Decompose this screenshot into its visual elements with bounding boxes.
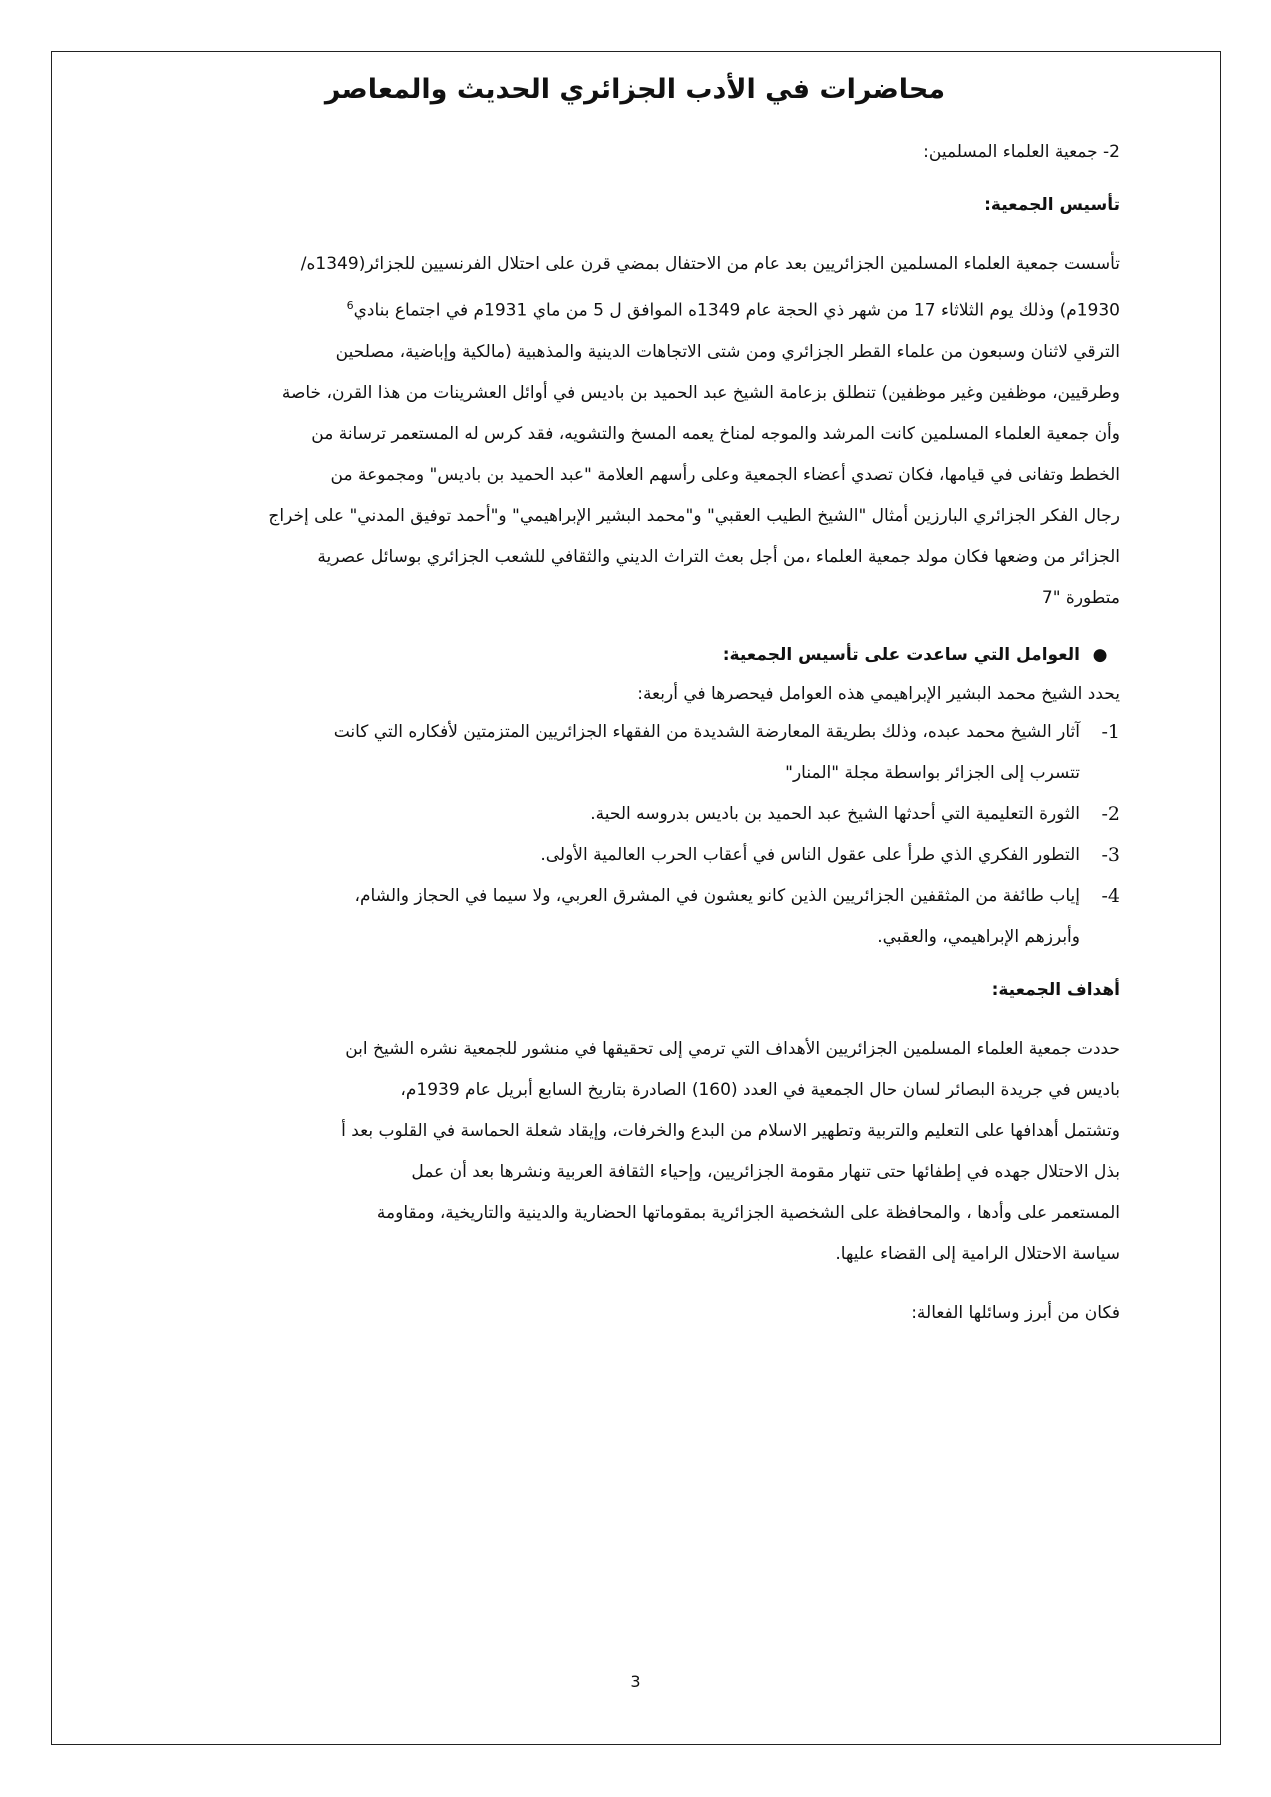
- closing-line: فكان من أبرز وسائلها الفعالة:: [911, 1302, 1120, 1323]
- founding-heading: تأسيس الجمعية:: [984, 195, 1120, 215]
- goals-line: سياسة الاحتلال الرامية إلى القضاء عليها.: [835, 1243, 1120, 1264]
- list-item-number: 2-: [1101, 802, 1120, 825]
- goals-heading: أهداف الجمعية:: [991, 979, 1120, 1000]
- goals-line: حددت جمعية العلماء المسلمين الجزائريين الأهداف التي ترمي إلى تحقيقها في منشور للجمعية نشره الشيخ ابن: [345, 1038, 1120, 1059]
- bullet-icon: ●: [1092, 644, 1108, 665]
- page-number: 3: [630, 1672, 641, 1691]
- founding-paragraph: [150, 244, 1120, 619]
- list-item-text: [150, 712, 1080, 794]
- list-item: [150, 876, 1120, 958]
- list-item-line: تتسرب إلى الجزائر بواسطة مجلة "المنار": [785, 762, 1080, 783]
- list-item-number: 3-: [1101, 843, 1120, 866]
- founding-line: رجال الفكر الجزائري البارزين أمثال "الشيخ الطيب العقبي" و"محمد البشير الإبراهيمي" و"أحمد توفيق المدني" على إخراج: [268, 505, 1120, 526]
- founding-line-text: 1930م) وذلك يوم الثلاثاء 17 من شهر ذي الحجة عام 1349ه الموافق ل 5 من ماي 1931م في اجتماع بنادي: [353, 300, 1120, 321]
- list-item-line: وأبرزهم الإبراهيمي، والعقبي.: [877, 926, 1080, 947]
- list-item-line: آثار الشيخ محمد عبده، وذلك بطريقة المعارضة الشديدة من الفقهاء الجزائريين المتزمتين لأفكاره التي كانت: [333, 721, 1080, 742]
- list-item-text: الثورة التعليمية التي أحدثها الشيخ عبد الحميد بن باديس بدروسه الحية.: [590, 803, 1080, 824]
- factors-list: [150, 712, 1120, 958]
- list-item-number: 4-: [1101, 884, 1120, 907]
- founding-line: الخطط وتفانى في قيامها، فكان تصدي أعضاء الجمعية وعلى رأسهم العلامة "عبد الحميد بن باديس" ومجموعة من: [330, 464, 1120, 485]
- goals-line: وتشتمل أهدافها على التعليم والتربية وتطهير الاسلام من البدع والخرفات، وإيقاد شعلة الحماسة في القلوب بعد أ: [341, 1120, 1120, 1141]
- list-item-text: التطور الفكري الذي طرأ على عقول الناس في أعقاب الحرب العالمية الأولى.: [540, 844, 1080, 865]
- section-label: 2- جمعية العلماء المسلمين:: [923, 142, 1120, 162]
- founding-line: الجزائر من وضعها فكان مولد جمعية العلماء ،من أجل بعث التراث الديني والثقافي للشعب الجزائري بوسائل عصرية: [317, 546, 1120, 567]
- founding-line: تأسست جمعية العلماء المسلمين الجزائريين بعد عام من الاحتفال بمضي قرن على احتلال الفرنسيين للجزائر(1349ه/: [300, 254, 1120, 274]
- list-item-number: 1-: [1101, 720, 1120, 743]
- list-item: [150, 835, 1120, 876]
- list-item: [150, 712, 1120, 794]
- factors-heading: العوامل التي ساعدت على تأسيس الجمعية:: [722, 644, 1080, 665]
- goals-line: بذل الاحتلال جهده في إطفائها حتى تنهار مقومة الجزائريين، وإحياء الثقافة العربية ونشرها بعد أن عمل: [411, 1161, 1120, 1182]
- founding-line: وطرقيين، موظفين وغير موظفين) تنطلق بزعامة الشيخ عبد الحميد بن باديس في أوائل العشرينات من هذا القرن، خاصة: [281, 382, 1120, 403]
- footnote-ref: 6: [346, 299, 354, 312]
- founding-line: وأن جمعية العلماء المسلمين كانت المرشد والموجه لمناخ يعمه المسخ والتشويه، فقد كرس له المستعمر ترسانة من: [311, 423, 1120, 444]
- page-title: محاضرات في الأدب الجزائري الحديث والمعاصر: [324, 74, 946, 105]
- list-item-text: [150, 876, 1080, 958]
- list-item-line: إياب طائفة من المثقفين الجزائريين الذين كانو يعشون في المشرق العربي، ولا سيما في الحجاز والشام،: [354, 885, 1080, 906]
- founding-line: الترقي لاثنان وسبعون من علماء القطر الجزائري ومن شتى الاتجاهات الدينية والمذهبية (مالكية وإباضية، مصلحين: [335, 341, 1120, 362]
- goals-line: باديس في جريدة البصائر لسان حال الجمعية في العدد (160) الصادرة بتاريخ السابع أبريل عام 1939م،: [400, 1079, 1120, 1100]
- page-content: [150, 70, 1120, 1334]
- factors-heading-row: [150, 635, 1120, 676]
- goals-paragraph: [150, 1029, 1120, 1275]
- founding-line-with-footnote: [150, 285, 1120, 332]
- list-item: [150, 794, 1120, 835]
- factors-intro: يحدد الشيخ محمد البشير الإبراهيمي هذه العوامل فيحصرها في أربعة:: [637, 683, 1120, 704]
- goals-line: المستعمر على وأدها ، والمحافظة على الشخصية الجزائرية بمقوماتها الحضارية والدينية والتاريخية، ومقاومة: [376, 1202, 1120, 1223]
- founding-line: متطورة "7: [1041, 587, 1120, 608]
